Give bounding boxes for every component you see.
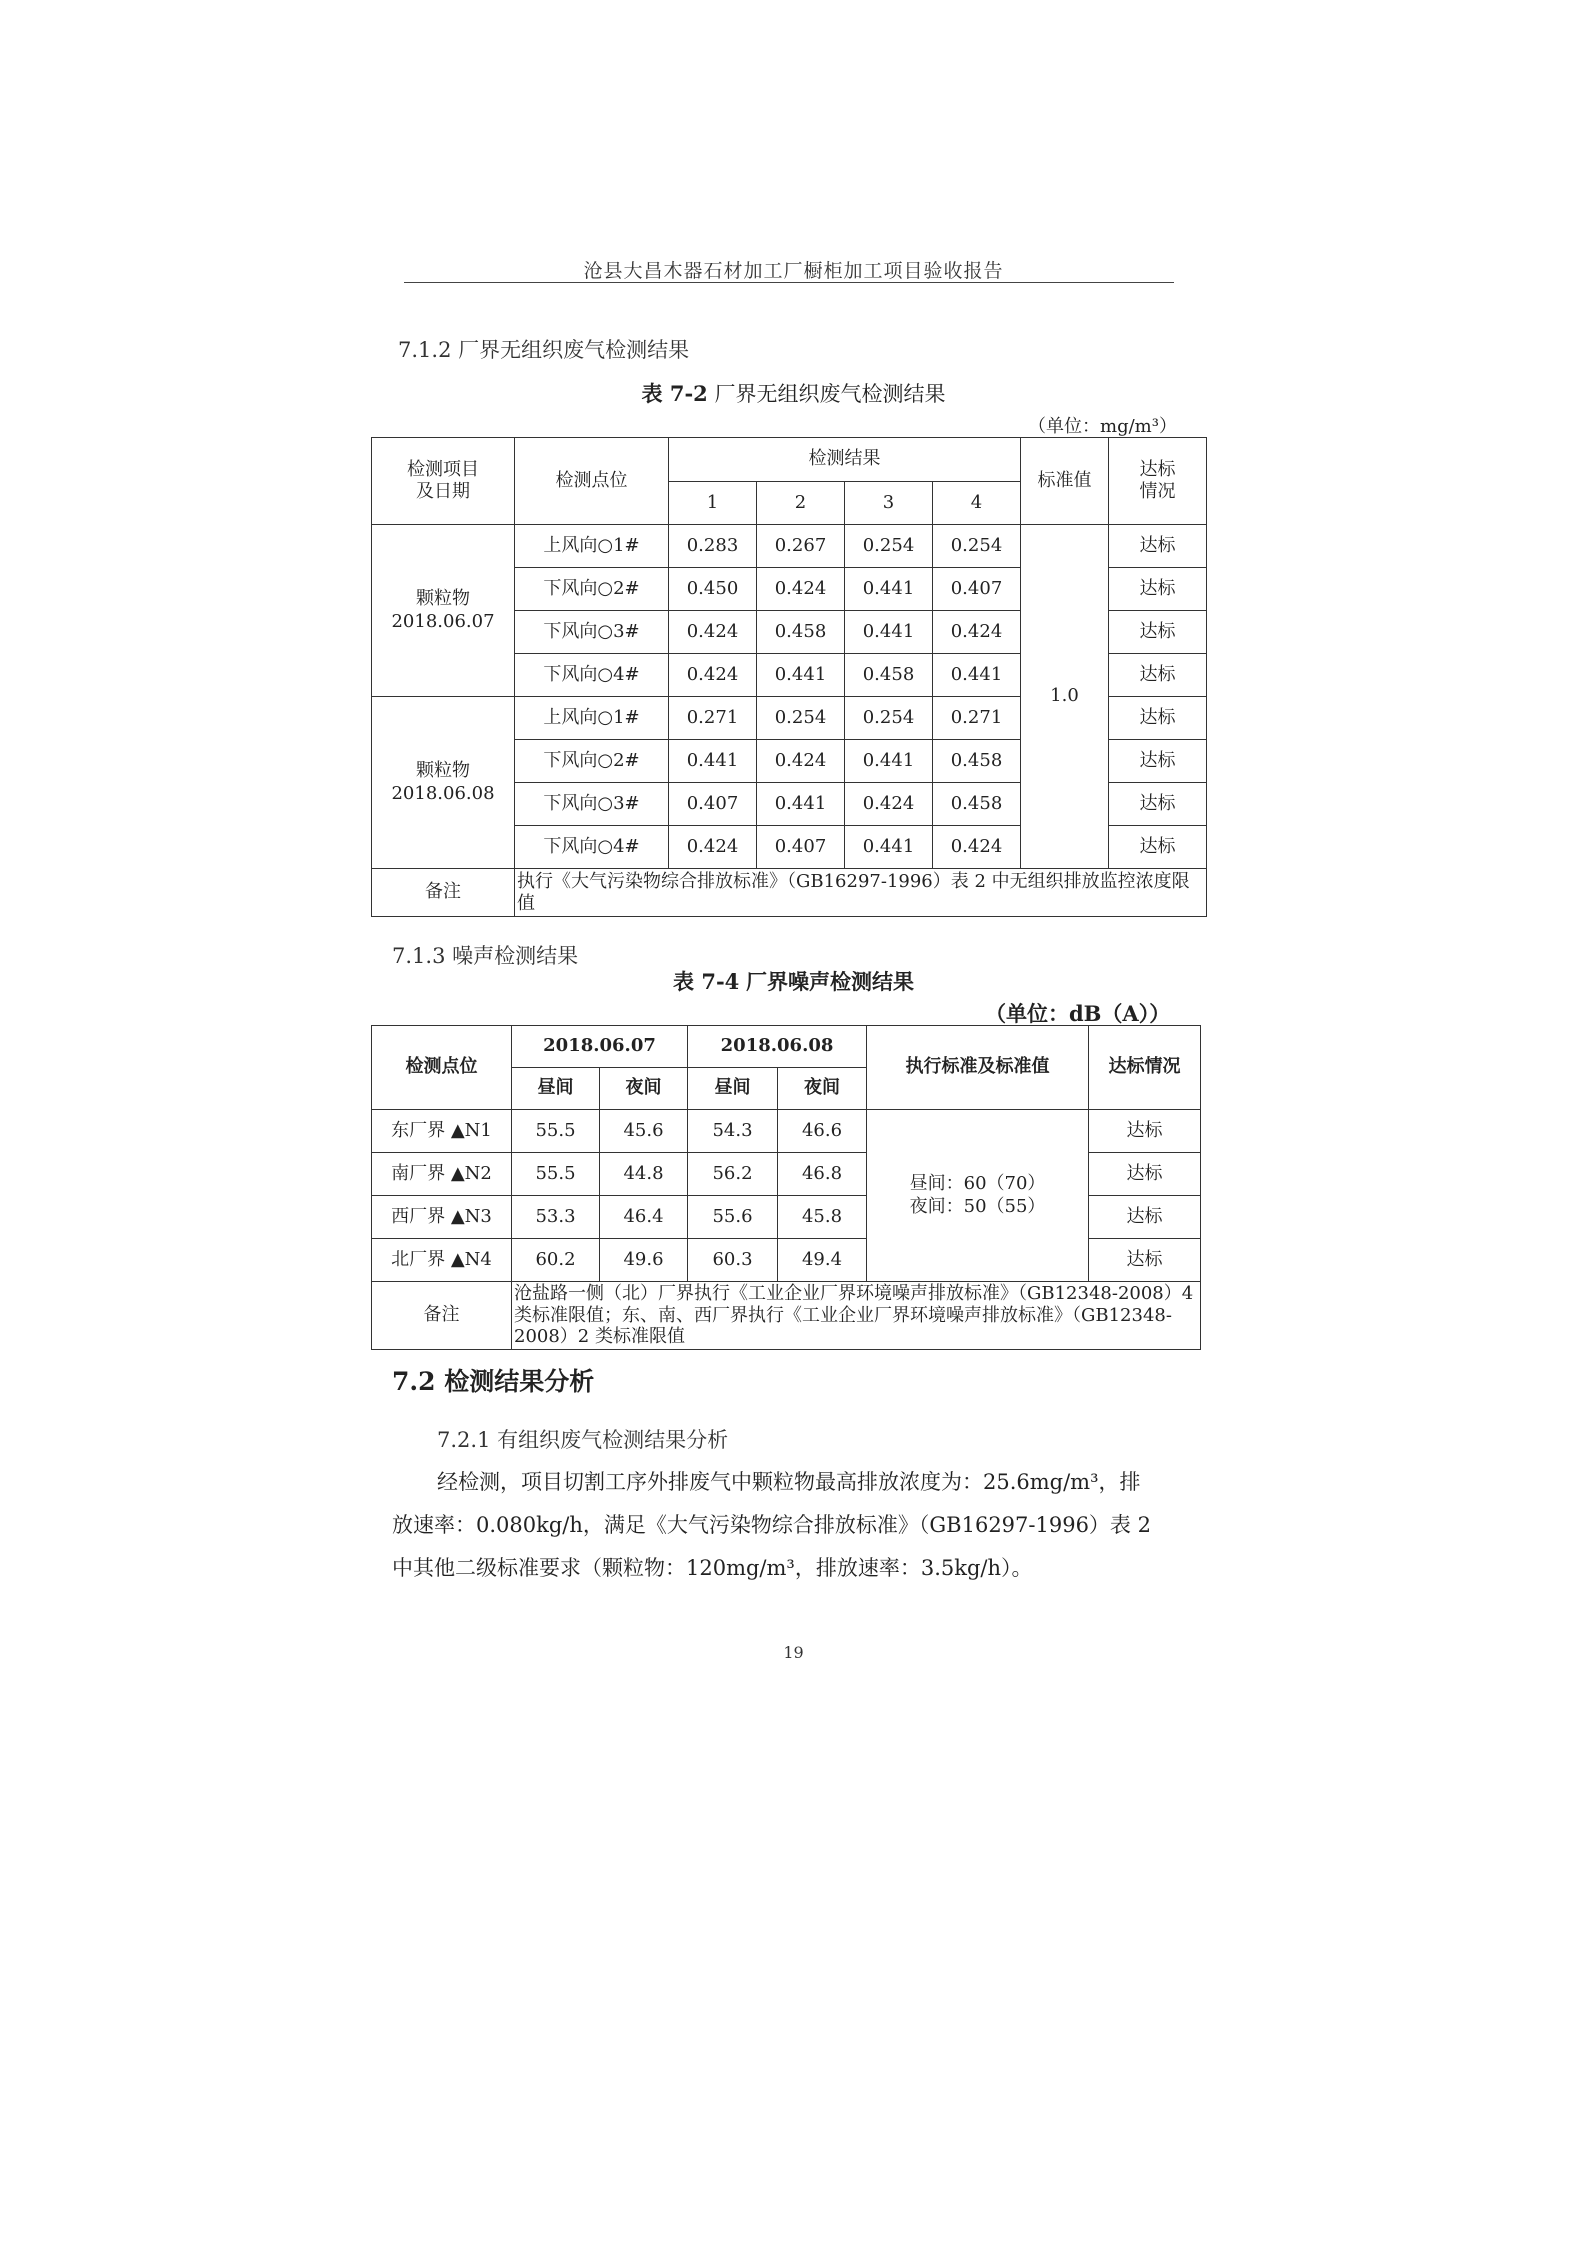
t72-head-col-2: 2 [757,482,845,525]
t72-head-status-text: 达标 情况 [1139,458,1176,502]
noise-value: 49.6 [600,1239,688,1282]
analysis-paragraph-line-2: 放速率：0.080kg/h，满足《大气污染物综合排放标准》（GB16297-1996）表 2 [392,1513,1151,1537]
result-value: 0.424 [757,568,845,611]
noise-value: 55.6 [688,1196,778,1239]
status-cell: 达标 [1089,1153,1201,1196]
table-row [372,525,1207,568]
result-value: 0.424 [669,611,757,654]
result-value: 0.441 [845,611,933,654]
noise-point: 南厂界 ▲N2 [372,1153,512,1196]
analysis-paragraph-line-1: 经检测，项目切割工序外排废气中颗粒物最高排放浓度为：25.6mg/m³，排 [437,1470,1141,1494]
result-value: 0.424 [669,826,757,869]
result-value: 0.441 [845,826,933,869]
section-712-heading: 7.1.2 厂界无组织废气检测结果 [398,338,690,362]
t74-head-date2: 2018.06.08 [688,1026,867,1068]
noise-point: 北厂界 ▲N4 [372,1239,512,1282]
result-value: 0.458 [757,611,845,654]
status-cell: 达标 [1109,783,1207,826]
t74-head-point: 检测点位 [372,1026,512,1110]
table-7-2 [371,437,1207,917]
result-value: 0.254 [845,525,933,568]
result-value: 0.424 [933,611,1021,654]
status-cell: 达标 [1089,1196,1201,1239]
noise-value: 54.3 [688,1110,778,1153]
status-cell: 达标 [1109,740,1207,783]
status-cell: 达标 [1089,1110,1201,1153]
t74-head-standard: 执行标准及标准值 [867,1026,1089,1110]
noise-value: 46.4 [600,1196,688,1239]
t72-head-status [1109,438,1207,525]
status-cell: 达标 [1109,525,1207,568]
table72-caption [0,378,1587,408]
result-value: 0.441 [933,654,1021,697]
t74-head-day-1: 昼间 [512,1068,600,1110]
table74-caption [0,966,1587,996]
standard-value: 1.0 [1021,525,1109,869]
table74-caption-title: 厂界噪声检测结果 [745,969,914,994]
result-value: 0.424 [933,826,1021,869]
noise-value: 55.5 [512,1153,600,1196]
result-value: 0.458 [933,740,1021,783]
noise-point: 西厂界 ▲N3 [372,1196,512,1239]
result-value: 0.283 [669,525,757,568]
result-value: 0.450 [669,568,757,611]
monitoring-point: 下风向○2# [515,568,669,611]
section-713-heading: 7.1.3 噪声检测结果 [392,944,579,968]
t72-note: 执行《大气污染物综合排放标准》（GB16297-1996）表 2 中无组织排放监控浓度限值 [515,869,1207,917]
t74-head-day-2: 昼间 [688,1068,778,1110]
noise-point: 东厂界 ▲N1 [372,1110,512,1153]
t72-head-col-4: 4 [933,482,1021,525]
monitoring-point: 下风向○2# [515,740,669,783]
result-value: 0.254 [757,697,845,740]
status-cell: 达标 [1109,611,1207,654]
result-value: 0.424 [669,654,757,697]
result-value: 0.441 [669,740,757,783]
result-value: 0.458 [845,654,933,697]
result-value: 0.424 [757,740,845,783]
monitoring-point: 上风向○1# [515,697,669,740]
noise-value: 49.4 [778,1239,867,1282]
header-rule [404,282,1174,283]
t74-head-night-1: 夜间 [600,1068,688,1110]
t74-note-label: 备注 [372,1282,512,1350]
t72-head-standard: 标准值 [1021,438,1109,525]
result-value: 0.441 [845,740,933,783]
noise-value: 45.6 [600,1110,688,1153]
t74-head-date1: 2018.06.07 [512,1026,688,1068]
result-value: 0.441 [757,783,845,826]
page-number: 19 [783,1643,804,1662]
noise-standard-value: 昼间：60（70） 夜间：50（55） [867,1110,1089,1282]
noise-value: 44.8 [600,1153,688,1196]
monitoring-point: 下风向○3# [515,783,669,826]
monitoring-point: 下风向○4# [515,654,669,697]
status-cell: 达标 [1109,697,1207,740]
t72-head-results: 检测结果 [669,438,1021,482]
section-721-heading: 7.2.1 有组织废气检测结果分析 [437,1428,729,1452]
analysis-paragraph-line-3: 中其他二级标准要求（颗粒物：120mg/m³，排放速率：3.5kg/h）。 [392,1556,1033,1580]
table72-caption-title: 厂界无组织废气检测结果 [714,382,946,406]
t72-head-point: 检测点位 [515,438,669,525]
t72-note-label: 备注 [372,869,515,917]
noise-value: 56.2 [688,1153,778,1196]
t72-head-col-3: 3 [845,482,933,525]
table74-unit: （单位：dB（A）） [985,1001,1171,1026]
result-value: 0.407 [669,783,757,826]
result-value: 0.407 [757,826,845,869]
table74-caption-number: 表 7-4 [673,969,740,994]
table-7-4 [371,1025,1201,1350]
result-value: 0.458 [933,783,1021,826]
result-value: 0.441 [845,568,933,611]
result-value: 0.441 [757,654,845,697]
status-cell: 达标 [1109,654,1207,697]
result-value: 0.254 [845,697,933,740]
t74-note: 沧盐路一侧（北）厂界执行《工业企业厂界环境噪声排放标准》（GB12348-2008）4 类标准限值；东、南、西厂界执行《工业企业厂界环境噪声排放标准》（GB12348-2008）2 类标准限值 [512,1282,1201,1350]
noise-value: 55.5 [512,1110,600,1153]
result-value: 0.424 [845,783,933,826]
status-cell: 达标 [1089,1239,1201,1282]
t72-head-item-text: 检测项目 及日期 [407,458,479,502]
result-value: 0.267 [757,525,845,568]
t74-head-night-2: 夜间 [778,1068,867,1110]
result-value: 0.254 [933,525,1021,568]
t72-head-item [372,438,515,525]
table-row [372,1110,1201,1153]
table72-unit: （单位：mg/m³） [1028,416,1177,437]
t72-head-col-1: 1 [669,482,757,525]
result-value: 0.271 [933,697,1021,740]
group-label: 颗粒物 2018.06.08 [372,697,515,869]
monitoring-point: 上风向○1# [515,525,669,568]
monitoring-point: 下风向○4# [515,826,669,869]
noise-value: 45.8 [778,1196,867,1239]
noise-value: 46.6 [778,1110,867,1153]
noise-value: 60.3 [688,1239,778,1282]
page-header-title: 沧县大昌木器石材加工厂橱柜加工项目验收报告 [583,260,1004,282]
monitoring-point: 下风向○3# [515,611,669,654]
section-72-heading: 7.2 检测结果分析 [392,1367,595,1396]
result-value: 0.271 [669,697,757,740]
table72-caption-number: 表 7-2 [641,381,708,406]
status-cell: 达标 [1109,826,1207,869]
noise-value: 46.8 [778,1153,867,1196]
noise-value: 60.2 [512,1239,600,1282]
t74-head-status: 达标情况 [1089,1026,1201,1110]
noise-value: 53.3 [512,1196,600,1239]
group-label: 颗粒物 2018.06.07 [372,525,515,697]
status-cell: 达标 [1109,568,1207,611]
result-value: 0.407 [933,568,1021,611]
